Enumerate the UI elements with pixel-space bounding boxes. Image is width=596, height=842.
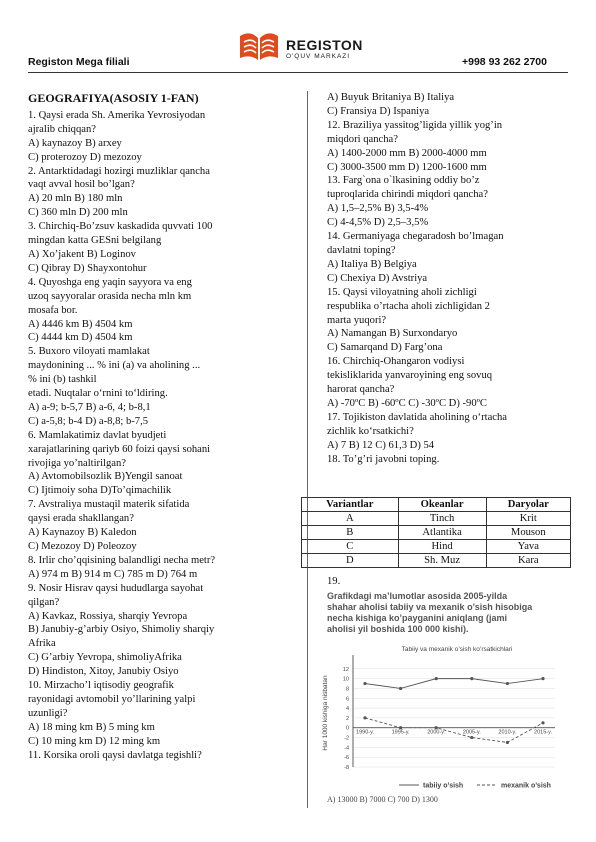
table-header-row [302, 498, 571, 512]
text-line: B) Janubiy-g’arbiy Osiyo, Shimoliy sharqiy [28, 624, 215, 636]
text-line: 3. Chirchiq-Bo’zsuv kaskadida quvvati 100 [28, 221, 213, 233]
caption-line: aholisi yil boshida 100 000 kishi). [327, 624, 469, 634]
x-tick-label: 2010-y. [498, 729, 517, 736]
answer-variants-table [301, 497, 571, 568]
text-line: A) -70ºC B) -60ºC C) -30ºC D) -90ºC [327, 397, 487, 409]
text-line: C) G’arbiy Yevropa, shimoliyAfrika [28, 652, 182, 664]
x-tick-label: 1995-y. [391, 729, 410, 736]
text-line: tuproqlarida chirindi miqdori qancha? [327, 189, 488, 201]
y-tick-label: 10 [342, 676, 349, 683]
legend-label: mexanik o’sish [501, 782, 551, 790]
text-line: C) Fransiya D) Ispaniya [327, 105, 430, 117]
text-line: rayonidagi avtomobil yo’llarining yalpi [28, 693, 196, 705]
text-line: davlatni toping? [327, 244, 396, 256]
table-header: Okeanlar [398, 498, 486, 512]
text-line: 2. Antarktidadagi hozirgi muzliklar qancha [28, 165, 210, 177]
y-tick-label: -2 [344, 735, 349, 742]
text-line: ajralib chiqqan? [28, 123, 96, 135]
text-line: tekisliklarida yanvaroyining eng sovuq [327, 370, 493, 382]
text-line: C) proterozoy D) mezozoy [28, 151, 142, 163]
table-row [302, 526, 571, 540]
text-line: C) 3000-3500 mm D) 1200-1600 mm [327, 161, 487, 173]
chart-caption [327, 591, 567, 635]
x-tick-label: 2000-y. [427, 729, 446, 736]
text-line: 12. Braziliya yassitog’ligida yillik yog’in [327, 119, 503, 131]
text-line: vaqt avval hosil bo’lgan? [28, 179, 135, 191]
page-title: GEOGRAFIYA(ASOSIY 1-FAN) [28, 91, 199, 105]
table-header: Variantlar [302, 498, 399, 512]
table-cell: Krit [486, 512, 570, 526]
text-line: 1. Qaysi erada Sh. Amerika Yevrosiyodan [28, 109, 206, 121]
text-line: qaysi erada shakllangan? [28, 513, 134, 525]
text-line: A) 18 ming km B) 5 ming km [28, 721, 155, 733]
text-line: 9. Nosir Hisrav qaysi hududlarga sayohat [28, 582, 204, 594]
text-line: C) Mezozoy D) Poleozoy [28, 541, 137, 552]
text-line: C) Chexiya D) Avstriya [327, 272, 428, 284]
text-line: A) Avtomobilsozlik B)Yengil sanoat [28, 471, 183, 483]
data-point [435, 726, 438, 729]
text-line: 15. Qaysi viloyatning aholi zichligi [327, 286, 477, 298]
table-cell: Hind [398, 540, 486, 554]
text-line: harorat qancha? [327, 384, 395, 396]
text-line: A) Italiya B) Belgiya [327, 258, 417, 270]
legend-label: tabiiy o’sish [423, 782, 464, 790]
table-row [302, 540, 571, 554]
text-line: maydonining ... % ini (a) va aholining ... [28, 360, 201, 372]
text-line: 4. Quyoshga eng yaqin sayyora va eng [28, 276, 192, 288]
y-tick-label: 2 [345, 715, 349, 722]
text-line: D) Hindiston, Xitoy, Janubiy Osiyo [28, 666, 179, 678]
data-point [435, 677, 438, 680]
y-tick-label: 4 [345, 706, 349, 713]
text-line: 6. Mamlakatimiz davlat byudjeti [28, 429, 167, 441]
y-tick-label: -8 [344, 765, 349, 771]
text-line: 11. Korsika oroli qaysi davlatga tegishli? [28, 749, 202, 761]
text-line: 18. To’g’ri javobni toping. [327, 453, 440, 465]
left-column [28, 92, 298, 763]
caption-line: Grafikdagi ma’lumotlar asosida 2005-yilda [327, 591, 508, 601]
text-line: A) 1400-2000 mm B) 2000-4000 mm [327, 147, 487, 159]
text-line: 8. Irlir cho’qqisining balandligi necha metr? [28, 554, 216, 566]
text-line: 13. Farg`ona o`lkasining oddiy bo’z [327, 175, 480, 187]
text-line: A) 1,5–2,5% B) 3,5-4% [327, 203, 429, 215]
text-line: C) 4444 km D) 4504 km [28, 332, 133, 344]
table-cell: B [302, 526, 399, 540]
text-line: Afrika [28, 638, 56, 650]
table-cell: Sh. Muz [398, 554, 486, 568]
data-point [506, 741, 509, 744]
text-line: qilgan? [28, 596, 60, 608]
table-cell: C [302, 540, 399, 554]
data-point [506, 682, 509, 685]
text-line: C) 360 mln D) 200 mln [28, 207, 128, 219]
table-cell: Atlantika [398, 526, 486, 540]
table-cell: Kara [486, 554, 570, 568]
text-line: C) Ijtimoiy soha D)To’qimachilik [28, 485, 172, 497]
x-tick-label: 2015-y. [534, 729, 552, 736]
text-line: A) Kaynazoy B) Kaledon [28, 527, 137, 539]
y-tick-label: -4 [344, 745, 349, 752]
table-row [302, 512, 571, 526]
growth-line-chart [307, 637, 567, 807]
series-line-0 [365, 679, 543, 689]
text-line: A) Namangan B) Surxondaryo [327, 328, 458, 340]
right-column [327, 91, 572, 466]
branch-name: Registon Mega filiali [28, 56, 130, 68]
data-point [399, 726, 402, 729]
text-line: uzunligi? [28, 707, 68, 719]
text-line: A) Buyuk Britaniya B) Italiya [327, 92, 455, 103]
text-line: A) Xo’jakent B) Loginov [28, 248, 136, 260]
text-line: xarajatlarining qariyb 60 foizi qaysi sohani [28, 443, 211, 455]
y-tick-label: 12 [342, 666, 349, 673]
chart-title: Tabiiy va mexanik o’sish ko’rsatkichlari [401, 646, 513, 653]
text-line: rivojiga yo’naltirilgan? [28, 457, 126, 469]
text-line: 16. Chirchiq-Ohangaron vodiysi [327, 356, 465, 368]
text-line: A) 974 m B) 914 m C) 785 m D) 764 m [28, 568, 198, 580]
text-line: C) Qibray D) Shayxontohur [28, 262, 147, 274]
table-cell: Mouson [486, 526, 570, 540]
data-point [363, 682, 366, 685]
page-header [0, 0, 596, 80]
header-divider [28, 72, 568, 73]
text-line: A) 7 B) 12 C) 61,3 D) 54 [327, 439, 435, 451]
x-tick-label: 1990-y. [356, 729, 374, 736]
text-line: C) 10 ming km D) 12 ming km [28, 735, 161, 747]
data-point [541, 721, 544, 724]
text-line: marta yuqori? [327, 314, 387, 326]
text-line: A) 20 mln B) 180 mln [28, 193, 123, 205]
text-line: C) Samarqand D) Farg’ona [327, 342, 443, 354]
data-point [399, 687, 402, 690]
text-line: mosafa bor. [28, 304, 78, 316]
x-tick-label: 2005-y. [462, 729, 481, 736]
book-icon [236, 28, 282, 68]
y-tick-label: -6 [344, 755, 349, 762]
text-line: respublika o’rtacha aholi zichligidan 2 [327, 300, 490, 312]
table-cell: D [302, 554, 399, 568]
text-line: mingdan katta GESni belgilang [28, 235, 162, 247]
caption-line: shahar aholisi tabiiy va mexanik o’sish hisobiga [327, 602, 533, 612]
text-line: % ini (b) tashkil [28, 374, 97, 386]
data-point [470, 736, 473, 739]
text-line: C) 4-4,5% D) 2,5–3,5% [327, 217, 429, 229]
phone-number: +998 93 262 2700 [462, 56, 547, 68]
text-line: A) Kavkaz, Rossiya, sharqiy Yevropa [28, 610, 188, 622]
data-point [363, 716, 366, 719]
text-line: uzoq sayyoralar orasida necha mln km [28, 290, 192, 302]
text-line: 5. Buxoro viloyati mamlakat [28, 346, 150, 358]
text-line: A) a-9; b-5,7 B) a-6, 4; b-8,1 [28, 401, 151, 413]
answer-options: A) 13000 B) 7000 C) 700 D) 1300 [327, 795, 438, 804]
question-19-number: 19. [327, 576, 341, 587]
text-line: etadi. Nuqtalar o‘rnini to‘ldiring. [28, 388, 168, 400]
table-cell: A [302, 512, 399, 526]
text-line: 14. Germaniyaga chegaradosh bo’lmagan [327, 231, 504, 243]
text-line: 7. Avstraliya mustaqil materik sifatida [28, 499, 190, 511]
caption-line: necha kishiga ko’payganini aniqlang (jami [327, 613, 508, 623]
text-line: A) 4446 km B) 4504 km [28, 318, 133, 330]
text-line: 10. Mirzacho’l iqtisodiy geografik [28, 680, 174, 692]
y-tick-label: 6 [345, 696, 349, 703]
table-cell: Yava [486, 540, 570, 554]
text-line: A) kaynazoy B) arxey [28, 137, 122, 149]
y-tick-label: 8 [345, 686, 349, 693]
table-cell: Tinch [398, 512, 486, 526]
registon-logo [236, 28, 386, 70]
data-point [541, 677, 544, 680]
text-line: 17. Tojikiston davlatida aholining o‘rtacha [327, 411, 508, 423]
text-line: C) a-5,8; b-4 D) a-8,8; b-7,5 [28, 415, 149, 427]
y-tick-label: 0 [345, 725, 349, 732]
logo-subtext: O'QUV MARKAZI [286, 53, 351, 60]
text-line: miqdori qancha? [327, 133, 398, 145]
logo-text: REGISTON [286, 37, 363, 53]
table-row [302, 554, 571, 568]
data-point [470, 677, 473, 680]
text-line: zichlik ko‘rsatkichi? [327, 425, 414, 437]
table-header: Daryolar [486, 498, 570, 512]
y-axis-label: Har 1000 kishiga nisbatan [322, 675, 329, 751]
